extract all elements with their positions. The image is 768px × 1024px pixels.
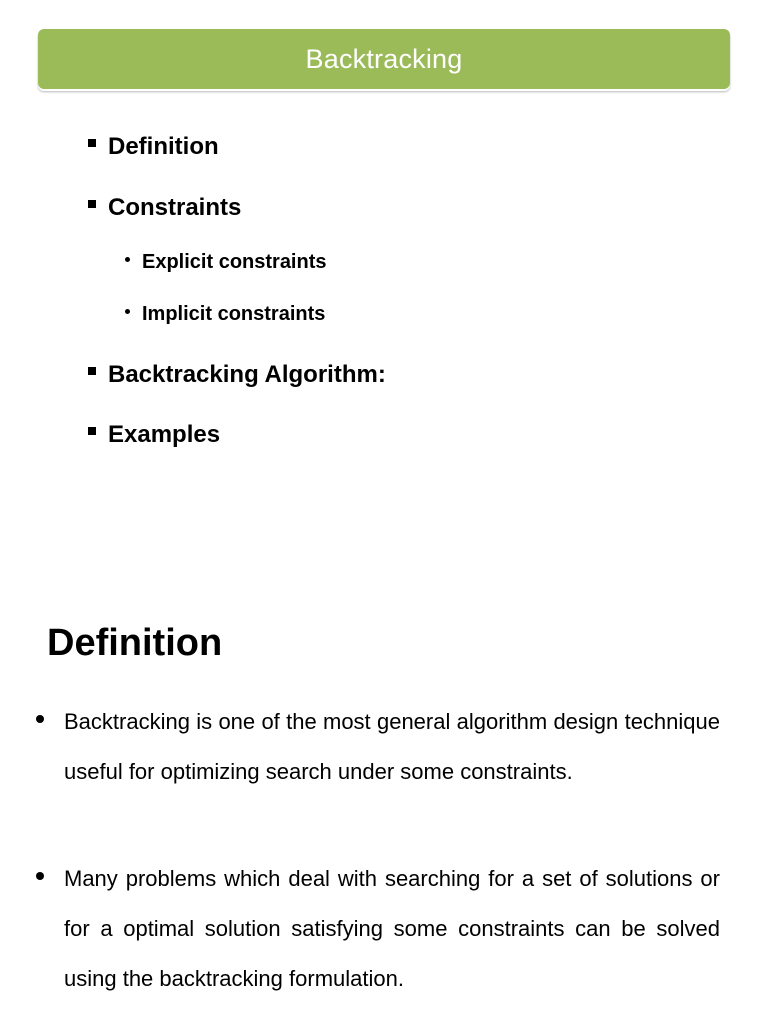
outline-item-definition — [88, 133, 219, 161]
outline-item-label: Backtracking Algorithm: — [108, 361, 386, 388]
dot-bullet-icon — [36, 715, 44, 723]
square-bullet-icon — [88, 427, 96, 435]
square-bullet-icon — [88, 200, 96, 208]
outline-item-label: Definition — [108, 133, 219, 160]
outline-item-algorithm — [88, 361, 386, 389]
dot-bullet-icon — [125, 257, 130, 262]
definition-paragraph: Backtracking is one of the most general algorithm design technique useful for optimizing search under some constraints. — [64, 709, 720, 784]
outline-item-label: Constraints — [108, 194, 242, 221]
banner-title: Backtracking — [305, 43, 463, 74]
outline-subitem-explicit — [125, 251, 327, 274]
outline-item-label: Explicit constraints — [142, 251, 327, 273]
section-heading: Definition — [47, 622, 223, 664]
outline-item-label: Examples — [108, 421, 221, 448]
square-bullet-icon — [88, 367, 96, 375]
dot-bullet-icon — [125, 309, 130, 314]
outline-item-constraints — [88, 194, 241, 222]
outline-item-label: Implicit constraints — [142, 303, 326, 325]
definition-paragraph: Many problems which deal with searching for a set of solutions or for a optimal solution satisfying some constraints can be solved using the backtracking formulation. — [64, 866, 720, 991]
outline-subitem-implicit — [125, 303, 325, 326]
dot-bullet-icon — [36, 872, 44, 880]
outline-item-examples — [88, 421, 220, 449]
title-banner — [38, 29, 730, 89]
square-bullet-icon — [88, 139, 96, 147]
